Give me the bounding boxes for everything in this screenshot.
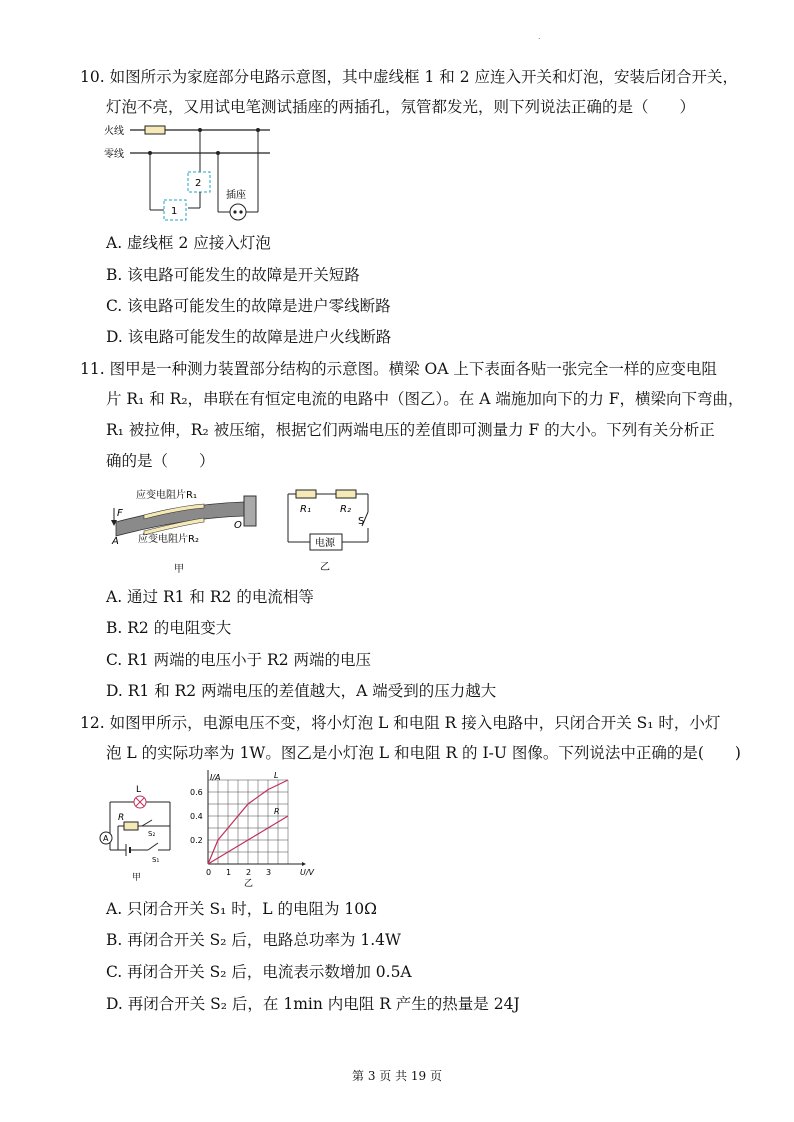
- q11-stem-line2: 片 R₁ 和 R₂，串联在有恒定电流的电路中（图乙）。在 A 端施加向下的力 F，横梁向下弯曲，: [106, 390, 744, 408]
- q10-circuit-diagram: [100, 118, 280, 228]
- q12-option-d: D. 再闭合开关 S₂ 后，在 1min 内电阻 R 产生的热量是 24J: [106, 995, 520, 1013]
- q12-iu-chart: [190, 770, 320, 890]
- q10-neutral-label: 零线: [104, 149, 124, 160]
- q12-caption-yi: 乙: [244, 879, 254, 889]
- q12-stem-line1: 12. 如图甲所示，电源电压不变，将小灯泡 L 和电阻 R 接入电路中，只闭合开关 S₁ 时，小灯: [80, 714, 721, 732]
- q11-source-label: 电源: [315, 538, 335, 549]
- q12-option-c: C. 再闭合开关 S₂ 后，电流表示数增加 0.5A: [106, 963, 412, 981]
- q11-r1-label: 应变电阻片R₁: [136, 490, 197, 501]
- q11-o-label: O: [234, 520, 242, 531]
- q11-stem-line4: 确的是（ ）: [106, 452, 215, 470]
- top-mark: .: [538, 32, 541, 41]
- q12-option-b: B. 再闭合开关 S₂ 后，电路总功率为 1.4W: [106, 931, 401, 949]
- q11-option-a: A. 通过 R1 和 R2 的电流相等: [106, 588, 314, 606]
- q10-option-c: C. 该电路可能发生的故障是进户零线断路: [106, 297, 391, 315]
- chart-grid: [208, 780, 288, 864]
- q10-live-label: 火线: [104, 126, 124, 137]
- x-axis-arrow: [302, 862, 306, 866]
- q12-s1-label: S₁: [152, 856, 160, 864]
- q11-option-d: D. R1 和 R2 两端电压的差值越大，A 端受到的压力越大: [106, 682, 497, 700]
- q11-caption-yi: 乙: [320, 562, 330, 573]
- q11-stem-line3: R₁ 被拉伸，R₂ 被压缩，根据它们两端电压的差值即可测量力 F 的大小。下列有关分析正: [106, 421, 715, 439]
- q11-caption-jia: 甲: [174, 564, 184, 575]
- q12-s2-label: S₂: [148, 830, 156, 838]
- q10-box1-label: 1: [171, 206, 178, 217]
- x-axis-label: U/V: [300, 868, 315, 877]
- q11-circuit-r1: R₁: [300, 504, 311, 515]
- series-label-l: L: [274, 771, 279, 780]
- series-label-r: R: [274, 807, 280, 816]
- q12-stem-line2: 泡 L 的实际功率为 1W。图乙是小灯泡 L 和电阻 R 的 I-U 图像。下列说法中正确的是( ): [106, 744, 741, 762]
- x-tick-label: 0: [206, 868, 212, 877]
- y-tick-label: 0.2: [190, 836, 203, 845]
- q11-force-label: F: [117, 508, 123, 519]
- q11-beam-figure-jia: [104, 482, 284, 578]
- q12-resistor-label: R: [118, 813, 125, 823]
- q11-option-c: C. R1 两端的电压小于 R2 两端的电压: [106, 651, 372, 669]
- q10-option-b: B. 该电路可能发生的故障是开关短路: [106, 266, 360, 284]
- fuse: [145, 126, 165, 134]
- q11-option-b: B. R2 的电阻变大: [106, 619, 232, 637]
- q11-r2-label: 应变电阻片R₂: [138, 534, 199, 545]
- q11-a-label: A: [112, 536, 119, 547]
- q12-option-a: A. 只闭合开关 S₁ 时，L 的电阻为 10Ω: [106, 900, 377, 918]
- wall: [244, 496, 256, 526]
- q11-circuit-r2: R₂: [340, 504, 351, 515]
- q11-switch-label: S: [358, 516, 365, 527]
- x-tick-label: 2: [246, 868, 252, 877]
- chart-axes: [206, 770, 306, 866]
- x-tick-label: 3: [266, 868, 272, 877]
- q10-socket-label: 插座: [226, 190, 246, 201]
- q10-box2-label: 2: [195, 178, 202, 189]
- q11-circuit-yi: [282, 484, 382, 578]
- q11-stem-line1: 11. 图甲是一种测力装置部分结构的示意图。横梁 OA 上下表面各贴一张完全一样的应变电阻: [80, 360, 717, 378]
- y-tick-label: 0.4: [190, 812, 203, 821]
- q10-option-d: D. 该电路可能发生的故障是进户火线断路: [106, 328, 392, 346]
- q12-caption-jia: 甲: [132, 873, 142, 883]
- q10-option-a: A. 虚线框 2 应接入灯泡: [106, 234, 271, 252]
- q10-stem-line1: 10. 如图所示为家庭部分电路示意图，其中虚线框 1 和 2 应连入开关和灯泡，安装后闭合开关，: [80, 68, 739, 86]
- q12-lamp-label: L: [136, 785, 142, 795]
- x-tick-label: 1: [226, 868, 232, 877]
- page-footer: 第 3 页 共 19 页: [352, 1069, 442, 1083]
- q12-circuit-jia: [96, 780, 186, 888]
- q10-stem-line2: 灯泡不亮，又用试电笔测试插座的两插孔，氖管都发光，则下列说法正确的是（ ）: [106, 98, 696, 116]
- q12-ammeter-label: A: [103, 834, 109, 843]
- y-axis-label: I/A: [210, 773, 221, 782]
- y-tick-label: 0.6: [190, 788, 203, 797]
